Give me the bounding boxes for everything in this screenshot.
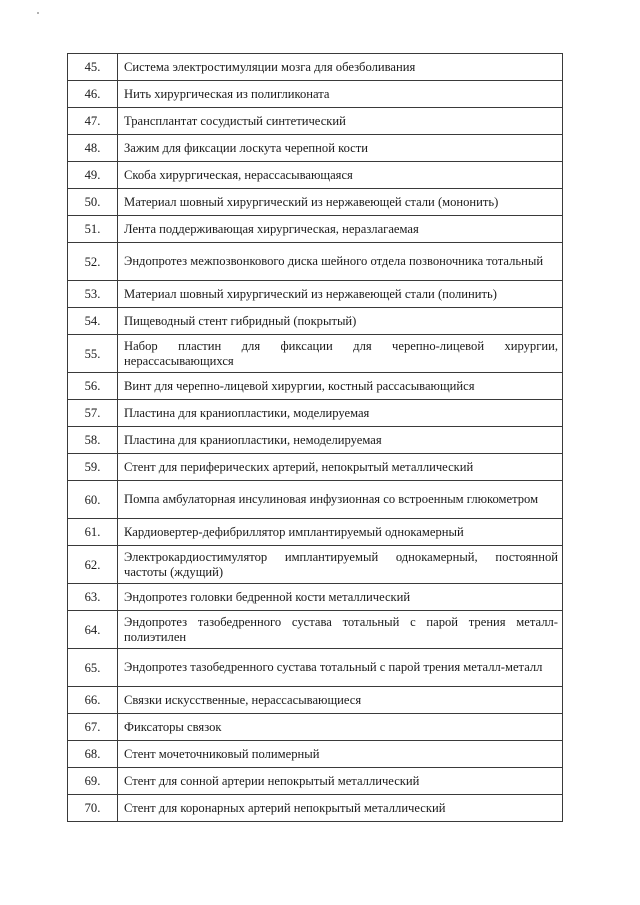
row-number: 64.: [68, 611, 118, 649]
row-number: 54.: [68, 308, 118, 335]
table-row: [68, 216, 563, 243]
table-row: [68, 427, 563, 454]
row-number: 45.: [68, 54, 118, 81]
table-row: [68, 162, 563, 189]
row-text: Трансплантат сосудистый синтетический: [118, 108, 563, 135]
table-row: [68, 546, 563, 584]
row-text: Фиксаторы связок: [118, 714, 563, 741]
row-text: Пластина для краниопластики, моделируемая: [118, 400, 563, 427]
row-number: 55.: [68, 335, 118, 373]
table-row: [68, 108, 563, 135]
row-number: 61.: [68, 519, 118, 546]
row-text: Система электростимуляции мозга для обезболивания: [118, 54, 563, 81]
row-number: 70.: [68, 795, 118, 822]
row-text: Материал шовный хирургический из нержавеющей стали (мононить): [118, 189, 563, 216]
table-row: [68, 519, 563, 546]
row-number: 67.: [68, 714, 118, 741]
row-text: Стент для сонной артерии непокрытый металлический: [118, 768, 563, 795]
row-text: Кардиовертер-дефибриллятор имплантируемый однокамерный: [118, 519, 563, 546]
row-number: 53.: [68, 281, 118, 308]
row-text: Набор пластин для фиксации для черепно-лицевой хирургии, нерассасывающихся: [118, 335, 563, 373]
table-row: [68, 768, 563, 795]
row-number: 65.: [68, 649, 118, 687]
row-number: 58.: [68, 427, 118, 454]
row-number: 62.: [68, 546, 118, 584]
table-row: [68, 400, 563, 427]
table-row: [68, 741, 563, 768]
row-number: 60.: [68, 481, 118, 519]
table-row: [68, 335, 563, 373]
table-row: [68, 373, 563, 400]
row-text: Стент мочеточниковый полимерный: [118, 741, 563, 768]
row-number: 57.: [68, 400, 118, 427]
table-row: [68, 135, 563, 162]
table-row: [68, 454, 563, 481]
table-row: [68, 687, 563, 714]
row-text: Электрокардиостимулятор имплантируемый однокамерный, постоянной частоты (ждущий): [118, 546, 563, 584]
table-row: [68, 189, 563, 216]
row-text: Материал шовный хирургический из нержавеющей стали (полинить): [118, 281, 563, 308]
row-number: 68.: [68, 741, 118, 768]
table-row: [68, 795, 563, 822]
device-list-table: [67, 53, 563, 822]
row-number: 47.: [68, 108, 118, 135]
row-number: 50.: [68, 189, 118, 216]
table-row: [68, 308, 563, 335]
table-row: [68, 81, 563, 108]
table-row: [68, 714, 563, 741]
row-text: Эндопротез тазобедренного сустава тотальный с парой трения металл-полиэтилен: [118, 611, 563, 649]
row-number: 63.: [68, 584, 118, 611]
row-number: 48.: [68, 135, 118, 162]
table-row: [68, 584, 563, 611]
row-text: Пластина для краниопластики, немоделируемая: [118, 427, 563, 454]
row-number: 66.: [68, 687, 118, 714]
table-row: [68, 649, 563, 687]
row-number: 59.: [68, 454, 118, 481]
row-number: 56.: [68, 373, 118, 400]
row-text: Скоба хирургическая, нерассасывающаяся: [118, 162, 563, 189]
row-number: 69.: [68, 768, 118, 795]
scan-speck: [37, 12, 39, 14]
row-text: Стент для периферических артерий, непокрытый металлический: [118, 454, 563, 481]
row-text: Зажим для фиксации лоскута черепной кости: [118, 135, 563, 162]
table-row: [68, 611, 563, 649]
row-number: 46.: [68, 81, 118, 108]
table-row: [68, 481, 563, 519]
row-text: Помпа амбулаторная инсулиновая инфузионная со встроенным глюкометром: [118, 481, 563, 519]
table-row: [68, 243, 563, 281]
row-text: Винт для черепно-лицевой хирургии, костный рассасывающийся: [118, 373, 563, 400]
row-text: Связки искусственные, нерассасывающиеся: [118, 687, 563, 714]
table-row: [68, 54, 563, 81]
row-number: 52.: [68, 243, 118, 281]
row-text: Лента поддерживающая хирургическая, неразлагаемая: [118, 216, 563, 243]
row-text: Эндопротез тазобедренного сустава тотальный с парой трения металл-металл: [118, 649, 563, 687]
row-text: Нить хирургическая из полигликоната: [118, 81, 563, 108]
row-text: Пищеводный стент гибридный (покрытый): [118, 308, 563, 335]
row-text: Стент для коронарных артерий непокрытый металлический: [118, 795, 563, 822]
row-text: Эндопротез межпозвонкового диска шейного отдела позвоночника тотальный: [118, 243, 563, 281]
row-number: 51.: [68, 216, 118, 243]
row-text: Эндопротез головки бедренной кости металлический: [118, 584, 563, 611]
table-row: [68, 281, 563, 308]
row-number: 49.: [68, 162, 118, 189]
